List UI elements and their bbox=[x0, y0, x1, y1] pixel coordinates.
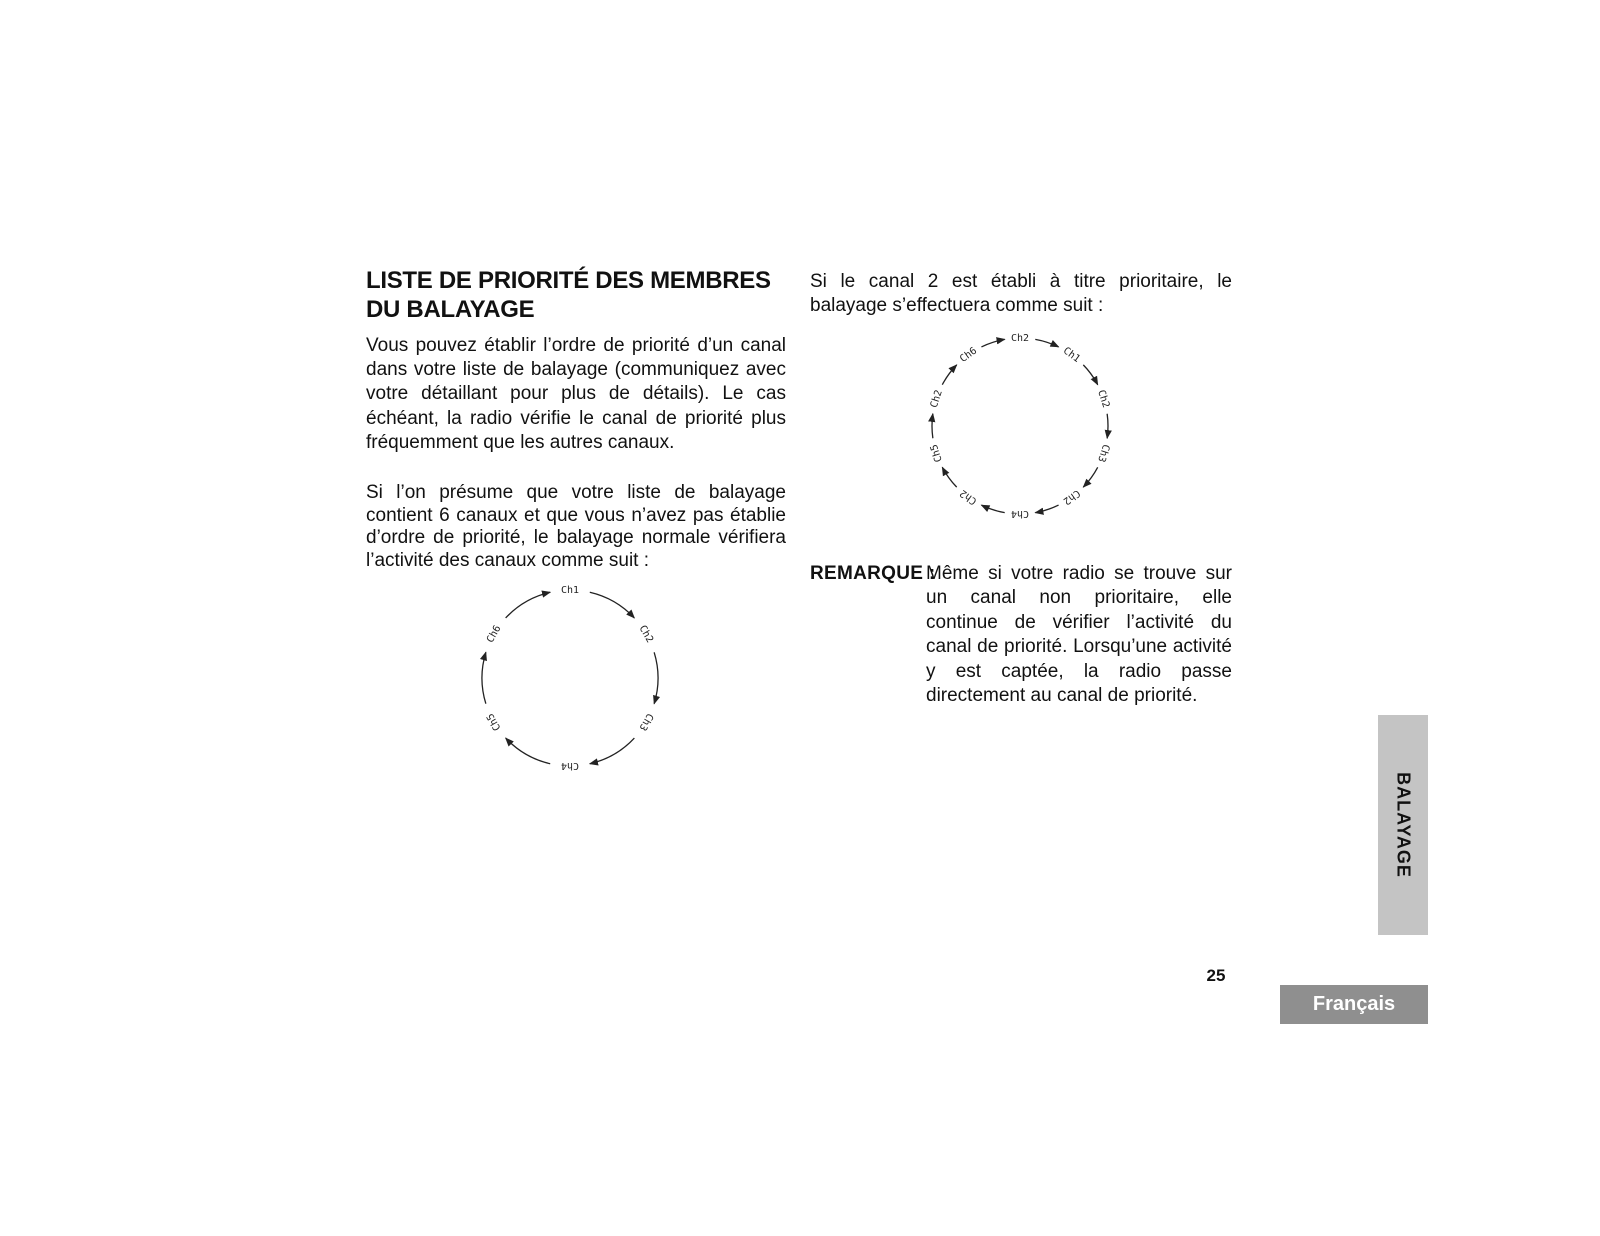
channel-label: Ch3 bbox=[636, 711, 656, 733]
assumption-paragraph: Si l’on présume que votre liste de balayage contient 6 canaux et que vous n’avez pas établie d’ordre de priorité, le balayage normale vérifiera l’activité des canaux comme suit : bbox=[366, 482, 786, 571]
channel-label: Ch2 bbox=[1060, 487, 1082, 507]
channel-label: Ch6 bbox=[958, 345, 980, 365]
scan-arrow bbox=[981, 505, 1004, 513]
scan-arrow bbox=[942, 467, 956, 487]
note-block bbox=[810, 562, 1232, 708]
scan-arrow bbox=[590, 592, 635, 618]
channel-label: Ch5 bbox=[484, 711, 504, 733]
channel-label: Ch4 bbox=[1010, 508, 1030, 519]
channel-label: Ch2 bbox=[636, 623, 656, 645]
channel-label: Ch2 bbox=[1010, 333, 1030, 344]
chapter-side-tab bbox=[1378, 715, 1428, 935]
channel-label: Ch5 bbox=[928, 442, 945, 464]
chapter-side-tab-label: BALAYAGE bbox=[1393, 772, 1414, 878]
channel-label: Ch3 bbox=[1095, 442, 1112, 464]
scan-arrow bbox=[506, 738, 551, 764]
scan-arrow bbox=[1107, 414, 1108, 438]
priority-scan-cycle-diagram bbox=[920, 326, 1120, 526]
channel-label: Ch1 bbox=[560, 585, 580, 596]
scan-arrow bbox=[506, 592, 551, 618]
scan-arrow bbox=[1035, 339, 1058, 347]
scan-arrow bbox=[1083, 467, 1097, 487]
language-tab: Français bbox=[1280, 985, 1428, 1024]
intro-paragraph: Vous pouvez établir l’ordre de priorité d’un canal dans votre liste de balayage (communiquez avec votre détaillant pour plus de détails). Le cas échéant, la radio vérifie le canal de priorité plus fréquemment que les autres canaux. bbox=[366, 335, 786, 453]
scan-arrow bbox=[590, 738, 635, 764]
normal-scan-cycle-diagram bbox=[470, 578, 670, 778]
note-text: Même si votre radio se trouve sur un canal non prioritaire, elle continue de vérifier l’activité du canal de priorité. Lorsqu’une activité y est captée, la radio passe directement au canal de priorité. bbox=[926, 563, 1232, 707]
scan-arrow bbox=[932, 414, 933, 438]
channel-label: Ch1 bbox=[1060, 345, 1082, 365]
scan-arrow bbox=[482, 652, 486, 703]
scan-arrow bbox=[1083, 365, 1097, 385]
scan-arrow bbox=[981, 339, 1004, 347]
scan-arrow bbox=[1035, 505, 1058, 513]
channel-label: Ch6 bbox=[484, 623, 504, 645]
note-label: REMARQUE : bbox=[810, 563, 936, 584]
section-title: LISTE DE PRIORITÉ DES MEMBRES DU BALAYAGE bbox=[366, 267, 771, 323]
channel-label: Ch2 bbox=[1095, 388, 1112, 410]
scan-arrow bbox=[654, 652, 658, 703]
scan-arrow bbox=[942, 365, 956, 385]
channel-label: Ch2 bbox=[958, 487, 980, 507]
page-number: 25 bbox=[1206, 966, 1226, 985]
priority-scan-paragraph: Si le canal 2 est établi à titre prioritaire, le balayage s’effectuera comme suit : bbox=[810, 271, 1232, 317]
channel-label: Ch4 bbox=[560, 760, 580, 771]
channel-label: Ch2 bbox=[928, 388, 945, 410]
